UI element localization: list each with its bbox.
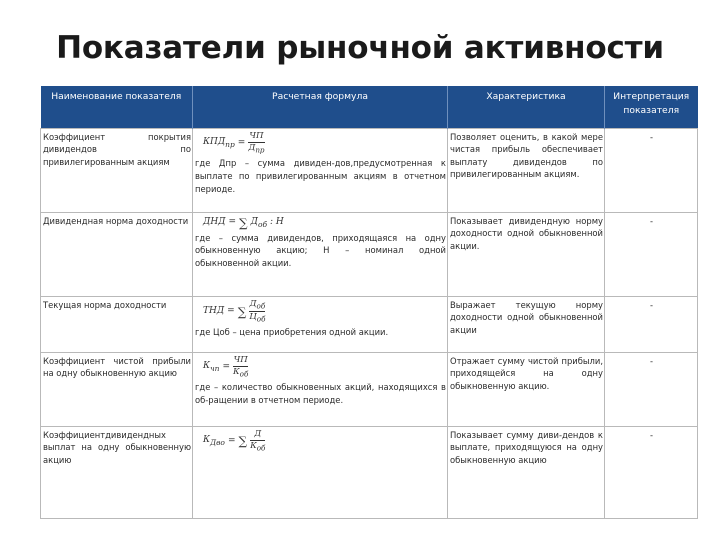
slide-title: Показатели рыночной активности xyxy=(56,30,664,66)
indicator-name: Коэффициент чистой прибыли на одну обыкновенную акцию xyxy=(41,352,193,426)
formula-cell xyxy=(193,212,448,296)
header-characteristic: Характеристика xyxy=(448,86,605,128)
indicators-table xyxy=(40,86,698,519)
formula-cell xyxy=(193,296,448,352)
characteristic-text: Выражает текущую норму доходности одной обыкновенной акции xyxy=(448,296,605,352)
characteristic-text: Показывает сумму диви-дендов к выплате, приходящуюся на одну обыкновенную акцию xyxy=(448,426,605,519)
characteristic-text: Отражает сумму чистой прибыли, приходящейся на одну обыкновенную акцию. xyxy=(448,352,605,426)
formula-expression: ДНД = ∑ $Д_{об}$ : Н xyxy=(203,215,284,230)
table-row xyxy=(41,352,698,426)
formula-expression: $К_{Дво}$ = ∑ $\frac{Д}{К_{об}}$ xyxy=(203,428,266,454)
header-interpretation: Интерпретация показателя xyxy=(605,86,698,128)
formula-explanation: где – сумма дивидендов, приходящаяся на одну обыкновенную акцию; Н – номинал одной обыкновенной акции. xyxy=(195,232,446,268)
indicator-name: Дивидендная норма доходности xyxy=(41,212,193,296)
formula-cell xyxy=(193,128,448,212)
formula-cell xyxy=(193,426,448,519)
formula-explanation: где – количество обыкновенных акций, находящихся в об-ращении в отчетном периоде. xyxy=(195,382,446,405)
indicator-name: Текущая норма доходности xyxy=(41,296,193,352)
table-row xyxy=(41,128,698,212)
table-header-row xyxy=(41,86,698,128)
header-formula: Расчетная формула xyxy=(193,86,448,128)
characteristic-text: Показывает дивидендную норму доходности одной обыкновенной акции. xyxy=(448,212,605,296)
table-row xyxy=(41,296,698,352)
formula-expression: $К_{чп}$ = $\frac{ЧП}{К_{об}}$ xyxy=(203,354,249,380)
formula-explanation: где Дпр – сумма дивиден-дов,предусмотренная к выплате по привилегированным акциям в отчетном периоде. xyxy=(195,158,446,194)
interpretation-text: - xyxy=(605,212,698,296)
table-row xyxy=(41,426,698,519)
interpretation-text: - xyxy=(605,296,698,352)
formula-cell xyxy=(193,352,448,426)
indicator-name: Коэффициентдивидендных выплат на одну обыкновенную акцию xyxy=(41,426,193,519)
characteristic-text: Позволяет оценить, в какой мере чистая прибыль обеспечивает выплату дивидендов по привилегированным акциям. xyxy=(448,128,605,212)
indicator-name: Коэффициент покрытия дивидендов по привилегированным акциям xyxy=(41,128,193,212)
table-row xyxy=(41,212,698,296)
interpretation-text: - xyxy=(605,426,698,519)
interpretation-text: - xyxy=(605,128,698,212)
formula-explanation: где Цоб – цена приобретения одной акции. xyxy=(195,327,389,338)
formula-expression: $КПД_{пр}$ = $\frac{ЧП}{Д_{пр}}$ xyxy=(203,130,265,156)
interpretation-text: - xyxy=(605,352,698,426)
header-name: Наименование показателя xyxy=(41,86,193,128)
formula-expression: ТНД = ∑ $\frac{Д_{об}}{Ц_{об}}$ xyxy=(203,298,266,325)
